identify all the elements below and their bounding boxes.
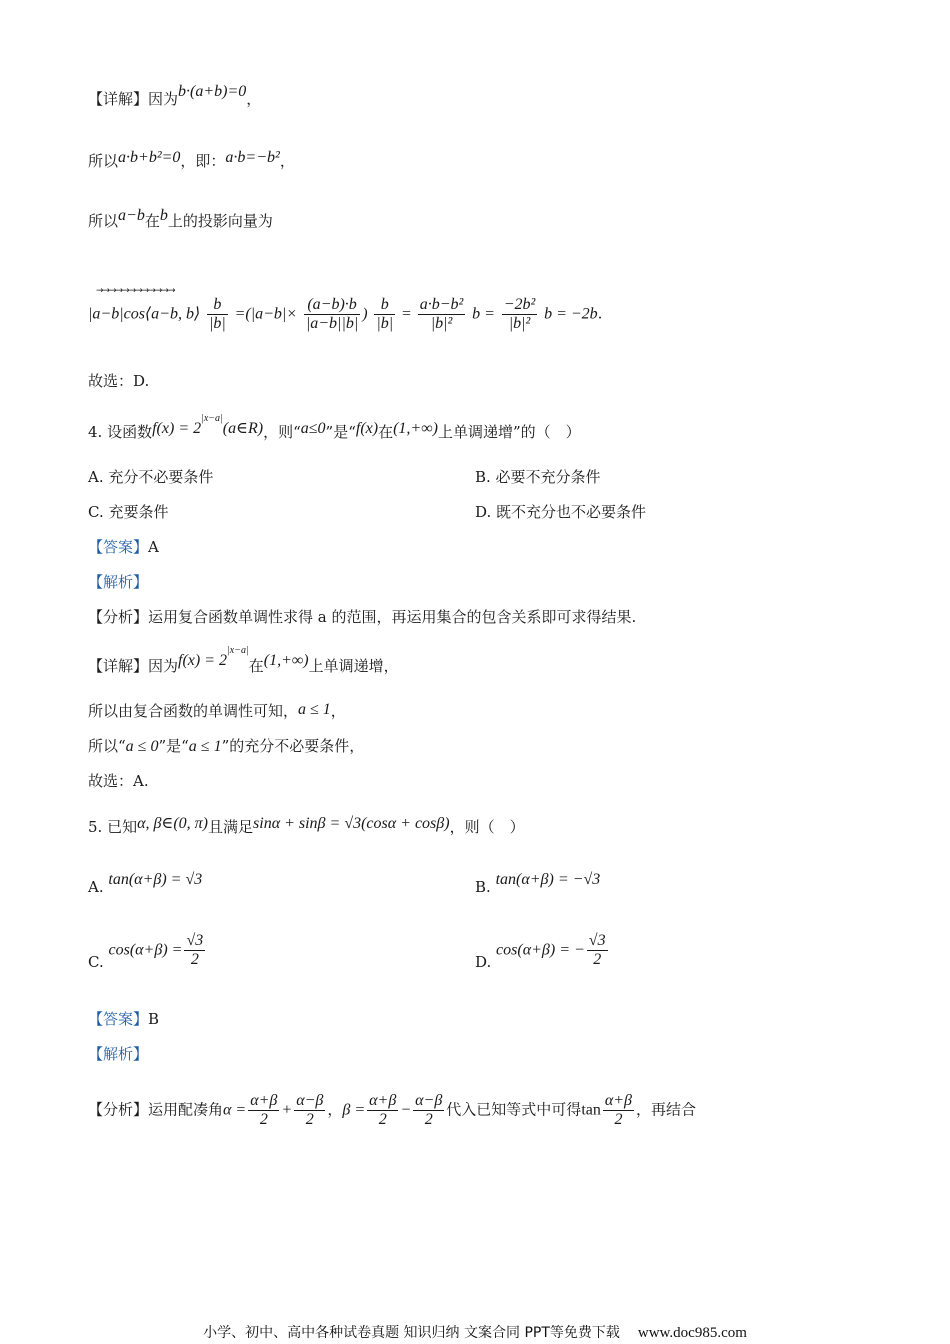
question-number: 4. (88, 423, 108, 441)
q5-analysis: 【分析】运用配凑角α = $\frac{\alpha+\beta}{2}$ + $\frac{\alpha-\beta}{2}$ ，β = $\frac{\alpha+\beta}{2}$ − $\frac{\alpha-\beta}{2}$ 代入已知等式中可得tan $\frac{\alpha+\beta}{2}$ ，再结合 (88, 1092, 697, 1128)
q4-line2: 所以由复合函数的单调性可知，a ≤ 1， (88, 701, 346, 720)
fraction: $\frac{b}{|b|}$ (376, 296, 394, 332)
q3-choose: 故选：D. (88, 372, 150, 390)
q4-detail: 【详解】因为$f(x) = 2^{|x-a|}$在(1,+∞)上单调递增， (88, 645, 399, 675)
fraction: $\frac{(a-b)\cdot b}{|a-b||b|}$ (305, 296, 359, 332)
q4-option-a: A. 充分不必要条件 (88, 468, 214, 486)
q4-option-c: C. 充要条件 (88, 503, 169, 521)
fraction: $\frac{\text{a·b−b²}}{\text{|b|²}}$ (419, 296, 464, 332)
q5-option-b: B. tan(α+β) = −√3 (475, 871, 601, 896)
footer-url[interactable]: www.doc985.com (637, 1325, 747, 1341)
math-expr: a·b+b²=0 (118, 149, 181, 166)
q5-option-d: D. cos(α+β) = − $\frac{√3}{2}$ (475, 932, 606, 971)
vector-arrows: →→→→→→→→→→→→ (96, 286, 175, 296)
fraction: $\frac{b}{|b|}$ (208, 296, 226, 332)
fraction: $\frac{\alpha-\beta}{2}$ (415, 1092, 443, 1128)
math-expr: b (159, 207, 168, 224)
answer-label: 【答案】 (88, 1010, 149, 1028)
q3-projection-formula: |a−b|cos⟨a−b, b⟩ $\frac{b}{|b|}$ =(|a−b|× $\frac{(a-b)\cdot b}{|a-b||b|}$ ) $\frac{b}{|b|}$ = $\frac{\text{a·b−b²}}{\text{|b|²}}$ b = $\frac{\text{−2b²}}{\text{|b|²}}$ b = −2b. (88, 296, 603, 332)
q5-analysis-label: 【解析】 (88, 1045, 149, 1063)
q5-option-c: C. cos(α+β) = $\frac{√3}{2}$ (88, 932, 204, 971)
fraction: $\frac{\alpha+\beta}{2}$ (250, 1092, 278, 1128)
q3-line2: 所以a·b+b²=0，即：a·b=−b²， (88, 149, 295, 170)
q4-line3: 所以“a ≤ 0”是“a ≤ 1”的充分不必要条件， (88, 737, 365, 755)
q5-stem: 5. 已知α, β∈(0, π)且满足sinα + sinβ = √3(cosα + cosβ)，则（ ） (88, 815, 525, 836)
fraction: $\frac{\text{−2b²}}{\text{|b|²}}$ (503, 296, 536, 332)
q4-option-d: D. 既不充分也不必要条件 (475, 503, 647, 521)
fraction: $\frac{\alpha+\beta}{2}$ (369, 1092, 397, 1128)
fraction: $\frac{√3}{2}$ (186, 932, 204, 968)
q3-line3: 所以a−b在b上的投影向量为 (88, 207, 273, 230)
answer-label: 【答案】 (88, 538, 149, 556)
detail-label: 【详解】 (88, 90, 149, 108)
math-expr: a−b (118, 207, 145, 224)
fraction: $\frac{\alpha-\beta}{2}$ (296, 1092, 324, 1128)
math-expr: b·(a+b)=0 (178, 83, 247, 100)
q3-detail-line: 【详解】因为b·(a+b)=0， (88, 83, 262, 108)
q4-analysis: 【分析】运用复合函数单调性求得 a 的范围，再运用集合的包含关系即可求得结果. (88, 608, 637, 626)
math-expr: a·b=−b² (225, 149, 280, 166)
q4-analysis-label: 【解析】 (88, 573, 149, 591)
q4-stem: 4. 设函数$f(x) = 2^{|x-a|}(a\in R)$，则“a≤0”是“f(x)在(1,+∞)上单调递增”的（ ） (88, 413, 581, 441)
footer-text: 小学、初中、高中各种试卷真题 知识归纳 文案合同 PPT等免费下载 (203, 1325, 620, 1341)
q5-option-a: A. tan(α+β) = √3 (88, 871, 203, 896)
page-footer (0, 1322, 950, 1342)
q4-answer: 【答案】A (88, 538, 159, 556)
q4-option-b: B. 必要不充分条件 (475, 468, 601, 486)
question-number: 5. (88, 818, 108, 836)
fraction: $\frac{\alpha+\beta}{2}$ (604, 1092, 633, 1128)
q5-answer: 【答案】B (88, 1010, 160, 1028)
q4-choose: 故选：A. (88, 772, 149, 790)
fraction: $\frac{√3}{2}$ (588, 932, 606, 968)
